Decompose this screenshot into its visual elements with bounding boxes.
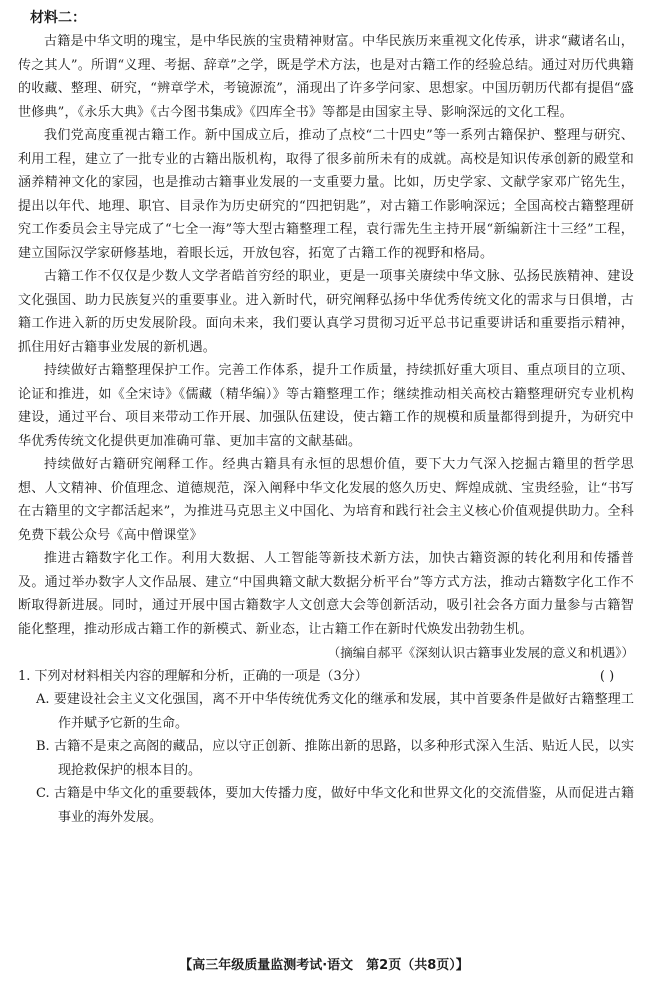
- paragraph-6: 推进古籍数字化工作。利用大数据、人工智能等新技术新方法，加快古籍资源的转化利用和传播普及。通过举办数字人文作品展、建立“中国典籍文献大数据分析平台”等方式方法，推动古籍数字化工作不断取得新进展。同时，通过开展中国古籍数字人文创意大会等创新活动，吸引社会各方面力量参与古籍智能化整理，推动形成古籍工作的新模式、新业态，让古籍工作在新时代焕发出勃勃生机。: [18, 551, 634, 637]
- page-footer: 【高三年级质量监测考试·语文 第2页（共8页）】: [179, 958, 469, 973]
- question-stem: [18, 665, 634, 689]
- paragraph-5: 持续做好古籍研究阐释工作。经典古籍具有永恒的思想价值，要下大力气深入挖掘古籍里的哲学思想、人文精神、价值理念、道德规范，深入阐释中华文化发展的悠久历史、辉煌成就、宝贵经验，让“书写在古籍里的文字都活起来”，为推进马克思主义中国化、为培育和践行社会主义核心价值观提供助力。全科免费下载公众号《高中僧课堂》: [18, 457, 634, 543]
- paragraph-4: 持续做好古籍整理保护工作。完善工作体系，提升工作质量，持续抓好重大项目、重点项目的立项、论证和推进，如《全宋诗》《儒藏（精华编）》等古籍整理工作；继续推动相关高校古籍整理研究专业机构建设，通过平台、项目来带动工作开展、加强队伍建设，使古籍工作的规模和质量都得到提升，为研究中华优秀传统文化提供更加准确可靠、更加丰富的文献基础。: [18, 363, 634, 449]
- option-a: A. 要建设社会主义文化强国，离不开中华传统优秀文化的继承和发展，其中首要条件是做好古籍整理工作并赋予它新的生命。: [36, 692, 634, 731]
- question-text: 1. 下列对材料相关内容的理解和分析，正确的一项是（3分）: [18, 668, 368, 684]
- paragraph-3: 古籍工作不仅仅是少数人文学者皓首穷经的职业，更是一项事关赓续中华文脉、弘扬民族精神、建设文化强国、助力民族复兴的重要事业。进入新时代，研究阐释弘扬中华优秀传统文化的需求与日俱增，古籍工作进入新的历史发展阶段。面向未来，我们要认真学习贯彻习近平总书记重要讲话和重要指示精神，抓住用好古籍事业发展的新机遇。: [18, 269, 634, 355]
- paragraph-2: 我们党高度重视古籍工作。新中国成立后，推动了点校“二十四史”等一系列古籍保护、整理与研究、利用工程，建立了一批专业的古籍出版机构，取得了很多前所未有的成就。高校是知识传承创新的殿堂和涵养精神文化的家园，也是推动古籍事业发展的一支重要力量。比如，历史学家、文献学家邓广铭先生，提出以年代、地理、职官、目录作为历史研究的“四把钥匙”，对古籍工作影响深远；全国高校古籍整理研究工作委员会主导完成了“七全一海”等大型古籍整理工程，袁行霈先生主持开展“新编新注十三经”工程，建立国际汉学家研修基地，着眼长远，开放包容，拓宽了古籍工作的视野和格局。: [18, 128, 634, 261]
- option-b: B. 古籍不是束之高阁的藏品，应以守正创新、推陈出新的思路，以多种形式深入生活、贴近人民，以实现抢救保护的根本目的。: [36, 739, 634, 778]
- answer-blank: ( ): [599, 668, 615, 684]
- section-heading: 材料二：: [30, 10, 86, 26]
- paragraph-1: 古籍是中华文明的瑰宝，是中华民族的宝贵精神财富。中华民族历来重视文化传承，讲求“藏诸名山，传之其人”。所谓“义理、考据、辞章”之学，既是学术方法，也是对古籍工作的经验总结。通过对历代典籍的收藏、整理、研究，“辨章学术，考镜源流”，涌现出了许多学问家、思想家。中国历朝历代都有提倡“盛世修典”，《永乐大典》《古今图书集成》《四库全书》等都是由国家主导、影响深远的文化工程。: [18, 34, 634, 120]
- option-c: C. 古籍是中华文化的重要载体，要加大传播力度，做好中华文化和世界文化的交流借鉴，从而促进古籍事业的海外发展。: [36, 786, 634, 825]
- source-citation: （摘编自郝平《深刻认识古籍事业发展的意义和机遇》）: [327, 645, 634, 660]
